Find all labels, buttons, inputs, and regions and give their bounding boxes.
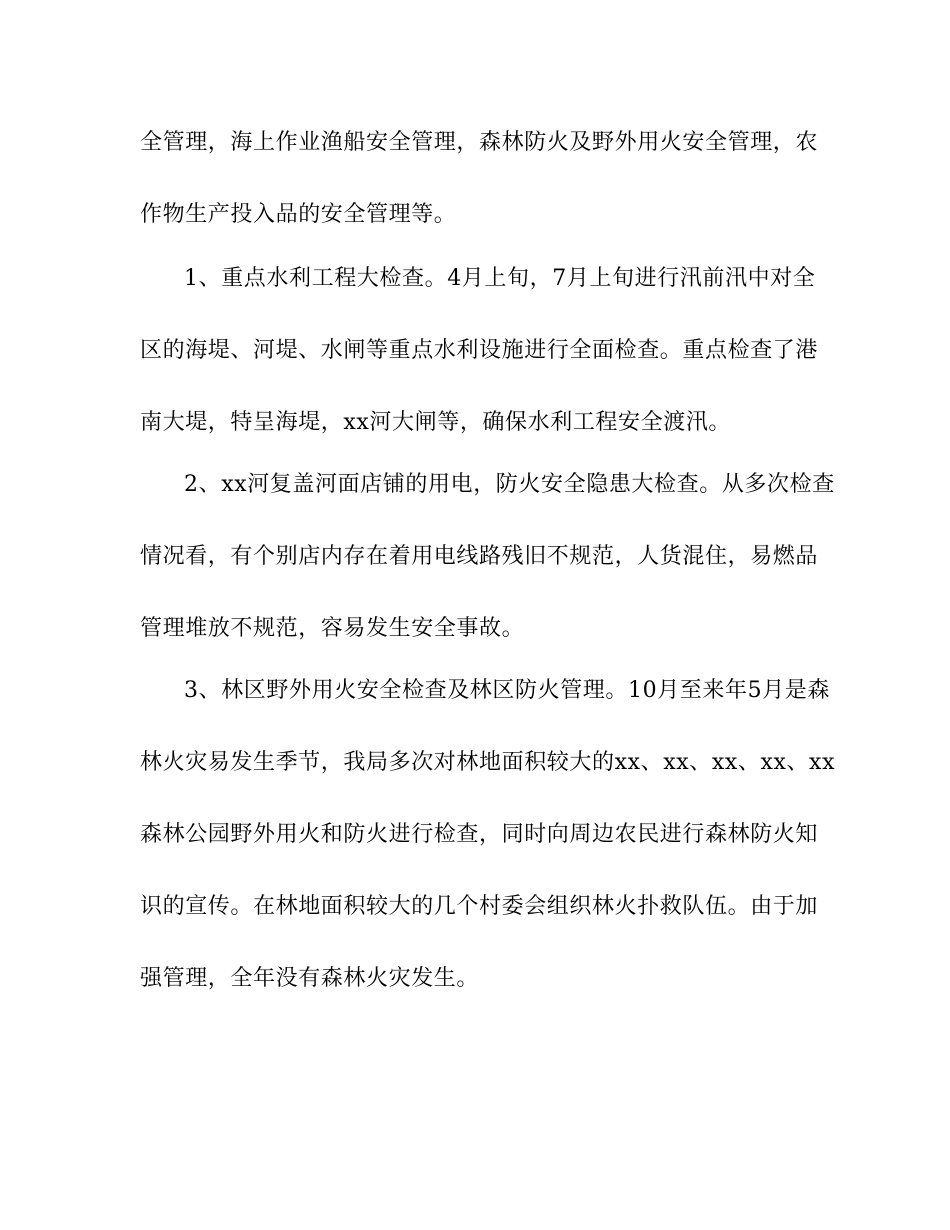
list-item-2-line: 情况看，有个别店内存在着用电线路残旧不规范，人货混住，易燃品 [140,544,819,569]
list-item-3-line: 强管理，全年没有森林火灾发生。 [140,966,480,991]
paragraph-line: 全管理，海上作业渔船安全管理，森林防火及野外用火安全管理，农 [140,130,819,155]
list-item-3-line: 森林公园野外用火和防火进行检查，同时向周边农民进行森林防火知 [140,822,819,847]
list-item-2-line: 管理堆放不规范，容易发生安全事故。 [140,616,525,641]
list-item-1-line: 1、重点水利工程大检查。4月上旬，7月上旬进行汛前汛中对全 [184,266,816,291]
list-item-3-line: 林火灾易发生季节，我局多次对林地面积较大的xx、xx、xx、xx、xx [140,750,836,775]
list-item-3-line: 识的宣传。在林地面积较大的几个村委会组织林火扑救队伍。由于加 [140,894,819,919]
list-item-1-line: 南大堤，特呈海堤，xx河大闸等，确保水利工程安全渡汛。 [140,410,732,435]
list-item-2-line: 2、xx河复盖河面店铺的用电，防火安全隐患大检查。从多次检查 [184,472,835,497]
list-item-1-line: 区的海堤、河堤、水闸等重点水利设施进行全面检查。重点检查了港 [140,338,819,363]
paragraph-line: 作物生产投入品的安全管理等。 [140,202,457,227]
list-item-3-line: 3、林区野外用火安全检查及林区防火管理。10月至来年5月是森 [184,678,830,703]
